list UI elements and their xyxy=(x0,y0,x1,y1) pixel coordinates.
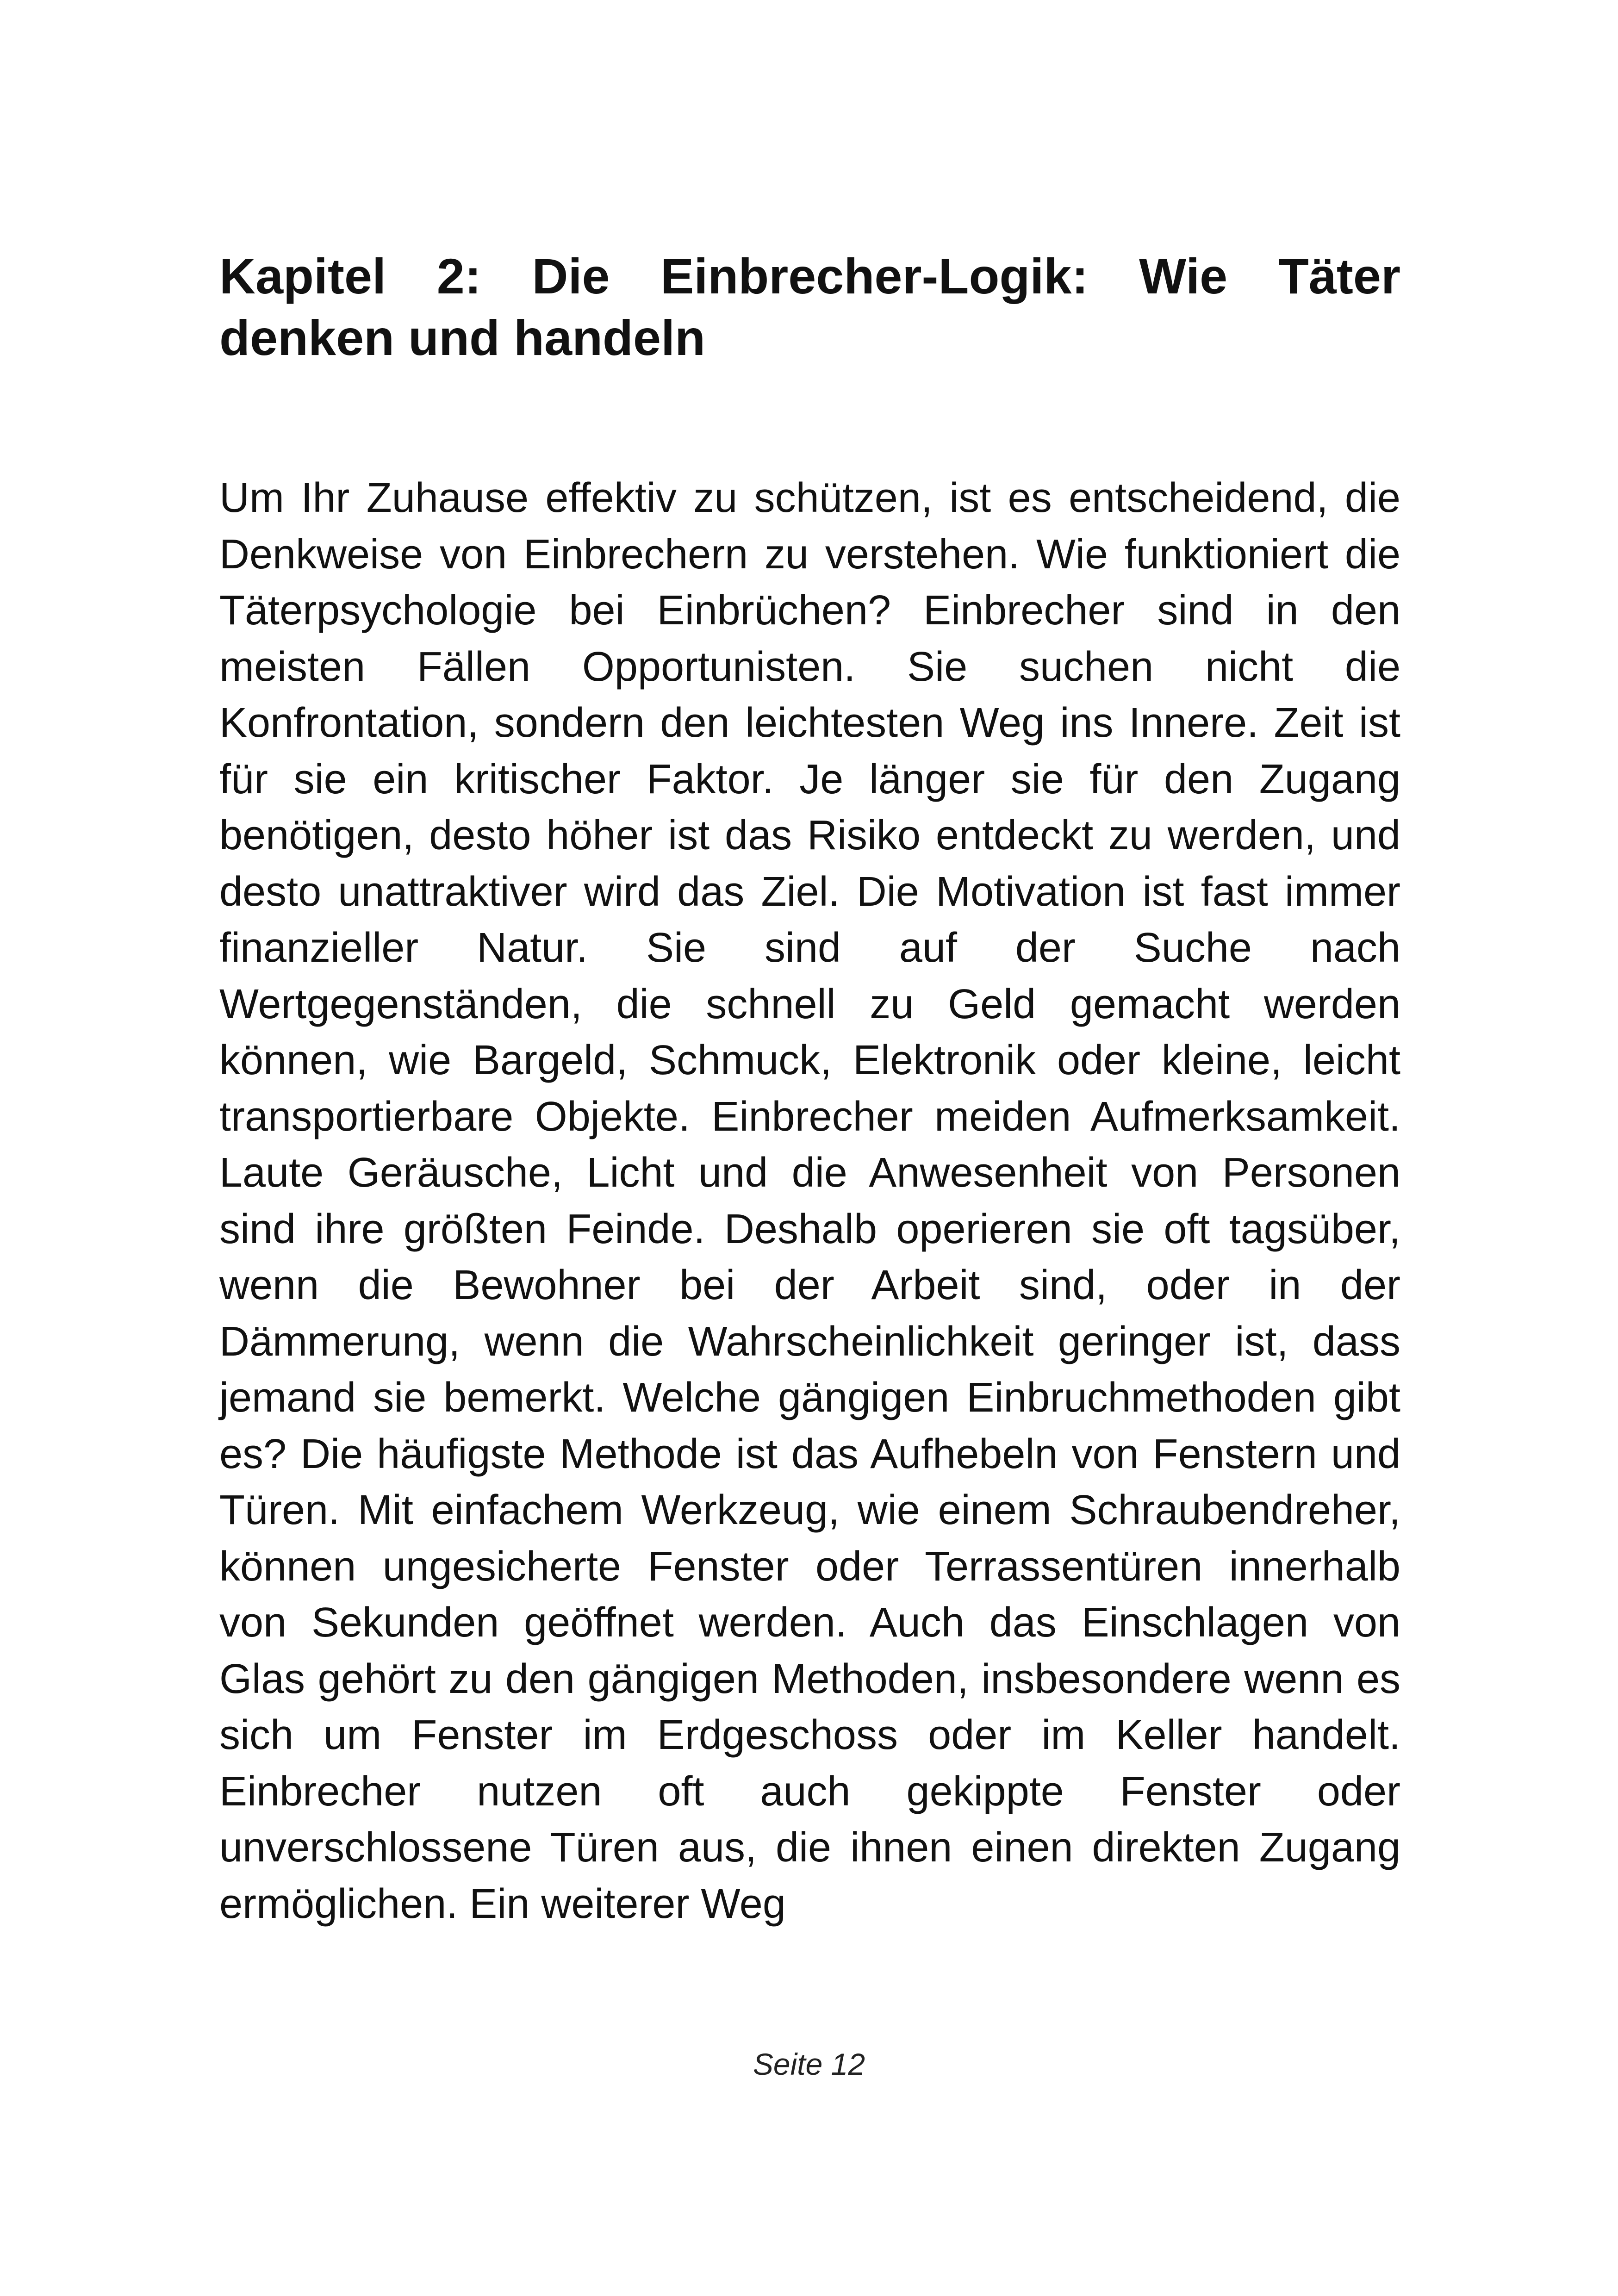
page-number-footer: Seite 12 xyxy=(753,2047,865,2081)
chapter-title: Kapitel 2: Die Einbrecher-Logik: Wie Täter denken und handeln xyxy=(219,248,1400,366)
body-paragraph: Um Ihr Zuhause effektiv zu schützen, ist es entscheidend, die Denkweise von Einbrechern zu verstehen. Wie funktioniert die Täterpsychologie bei Einbrüchen? Einbrecher sind in den meisten Fällen Opportunisten. Sie suchen nicht die Konfrontation, sondern den leichtesten Weg ins Innere. Zeit ist für sie ein kritischer Faktor. Je länger sie für den Zugang benötigen, desto höher ist das Risiko entdeckt zu werden, und desto unattraktiver wird das Ziel. Die Motivation ist fast immer finanzieller Natur. Sie sind auf der Suche nach Wertgegenständen, die schnell zu Geld gemacht werden können, wie Bargeld, Schmuck, Elektronik oder kleine, leicht transportierbare Objekte. Einbrecher meiden Aufmerksamkeit. Laute Geräusche, Licht und die Anwesenheit von Personen sind ihre größten Feinde. Deshalb operieren sie oft tagsüber, wenn die Bewohner bei der Arbeit sind, oder in der Dämmerung, wenn die Wahrscheinlichkeit geringer ist, dass jemand sie bemerkt. Welche gängigen Einbruchmethoden gibt es? Die häufigste Methode ist das Aufhebeln von Fenstern und Türen. Mit einfachem Werkzeug, wie einem Schraubendreher, können ungesicherte Fenster oder Terrassentüren innerhalb von Sekunden geöffnet werden. Auch das Einschlagen von Glas gehört zu den gängigen Methoden, insbesondere wenn es sich um Fenster im Erdgeschoss oder im Keller handelt. Einbrecher nutzen oft auch gekippte Fenster oder unverschlossene Türen aus, die ihnen einen direkten Zugang ermöglichen. Ein weiterer Weg xyxy=(219,475,1400,1927)
page-content xyxy=(219,245,1400,1932)
